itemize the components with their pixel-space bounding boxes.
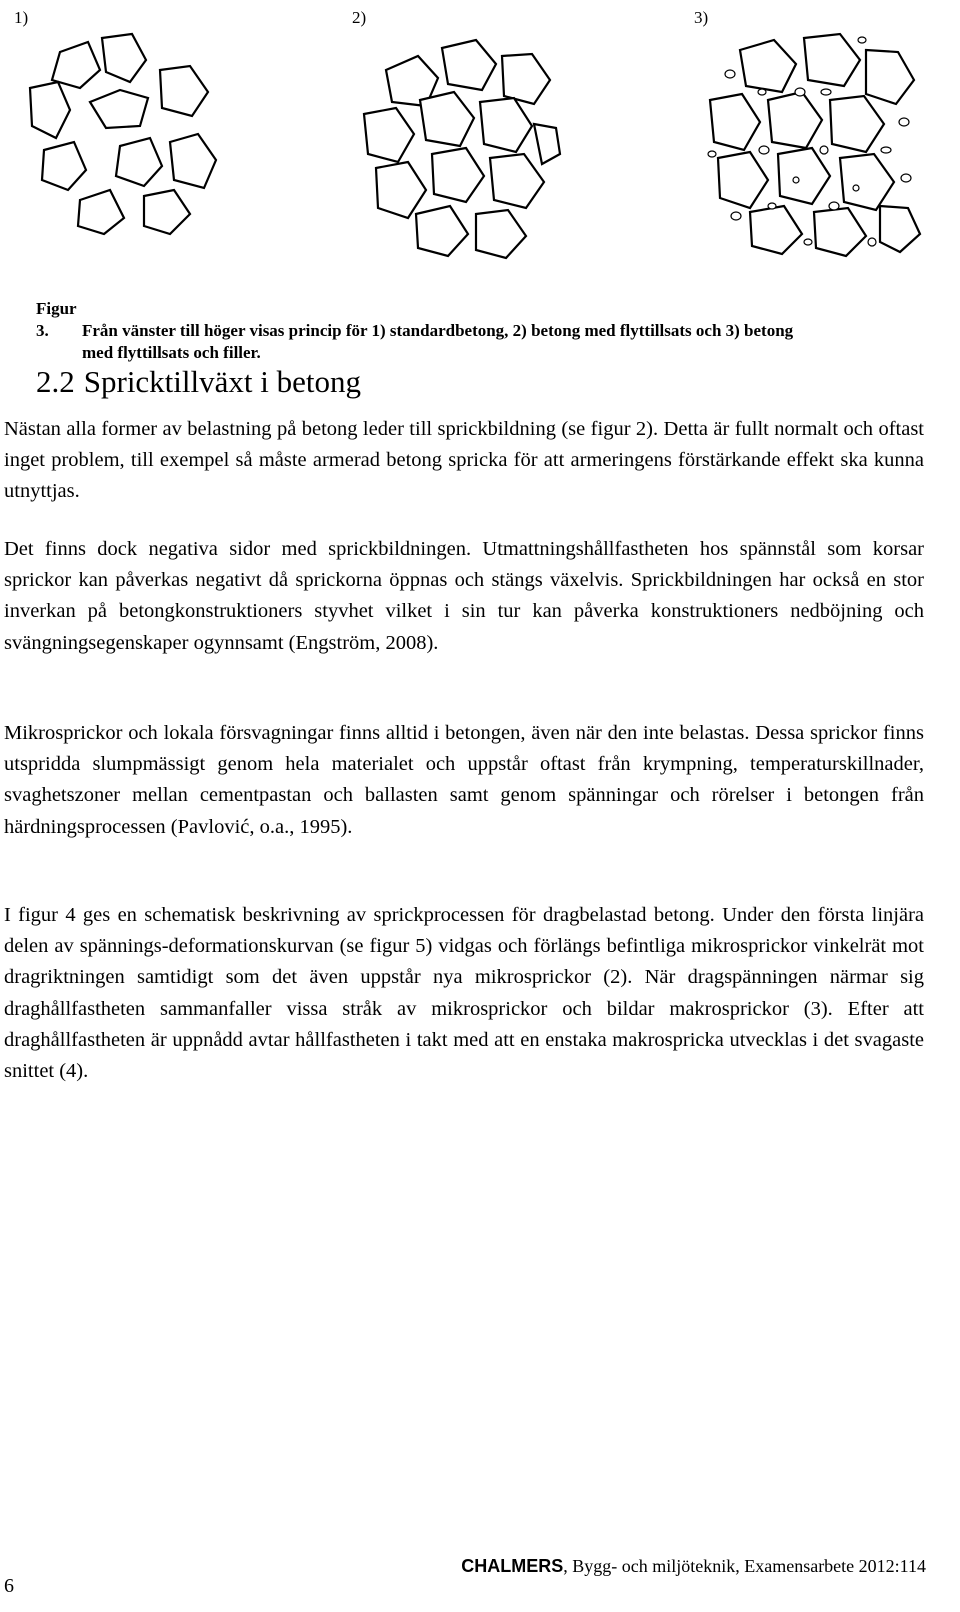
- paragraph-2: Det finns dock negativa sidor med sprickbildningen. Utmattningshållfastheten hos spännstål som korsar sprickor kan påverkas negativt då sprickorna öppnas och stängs växelvis. Sprickbildningen har också en stor inverkan på betongkonstruktioners styvhet vilket i sin tur kan påverka konstruktioners nedböjning och svängningsegenskaper ogynnsamt (Engström, 2008).: [4, 538, 924, 654]
- page-footer: [356, 1556, 926, 1577]
- footer-brand: CHALMERS: [461, 1556, 564, 1576]
- standard-concrete-illustration: [20, 30, 230, 240]
- page-number: 6: [4, 1575, 14, 1597]
- flow-additive-concrete-illustration: [356, 30, 566, 260]
- panel-label-1: 1): [14, 8, 29, 27]
- section-heading: [36, 364, 361, 400]
- paragraph-3: Mikrosprickor och lokala försvagningar finns alltid i betongen, även när den inte belastas. Dessa sprickor finns utspridda slumpmässigt genom hela materialet och uppstår oftast från krympning, temperaturskillnader, svaghetszoner mellan cementpastan och ballasten samt genom spänningar och rörelser i betongen från härdningsprocessen (Pavlović, o.a., 1995).: [4, 722, 924, 838]
- panel-label-3: 3): [694, 8, 709, 27]
- footer-text: , Bygg- och miljöteknik, Examensarbete 2012:114: [563, 1556, 926, 1576]
- panel-label-2: 2): [352, 8, 367, 27]
- caption-line-2: med flyttillsats och filler.: [82, 343, 261, 362]
- section-number: 2.2: [36, 364, 75, 399]
- figure-3: [0, 0, 960, 280]
- caption-number: Figur 3.: [36, 299, 77, 340]
- figure-caption: [36, 298, 936, 364]
- paragraph-4: I figur 4 ges en schematisk beskrivning av sprickprocessen för dragbelastad betong. Under den första linjära delen av spännings-deformationskurvan (se figur 5) vidgas och förlängs befintliga mikrosprickor vinkelrät mot dragriktningen samtidigt som det även uppstår nya mikrosprickor (2). När dragspänningen närmar sig draghållfastheten sammanfaller vissa stråk av mikrosprickor och bildar makrosprickor (3). Efter att draghållfastheten är uppnådd avtar hållfastheten i takt med att en enstaka makrospricka utvecklas i det svagaste snittet (4).: [4, 904, 924, 1083]
- section-title: Spricktillväxt i betong: [83, 364, 361, 399]
- caption-line-1: Från vänster till höger visas princip för 1) standardbetong, 2) betong med flyttillsats och 3) betong: [82, 321, 794, 340]
- paragraph-1: Nästan alla former av belastning på betong leder till sprickbildning (se figur 2). Detta är fullt normalt och oftast inget problem, till exempel så måste armerad betong spricka för att armeringens förstärkande effekt ska kunna utnyttjas.: [4, 418, 924, 503]
- flow-additive-filler-concrete-illustration: [700, 30, 930, 260]
